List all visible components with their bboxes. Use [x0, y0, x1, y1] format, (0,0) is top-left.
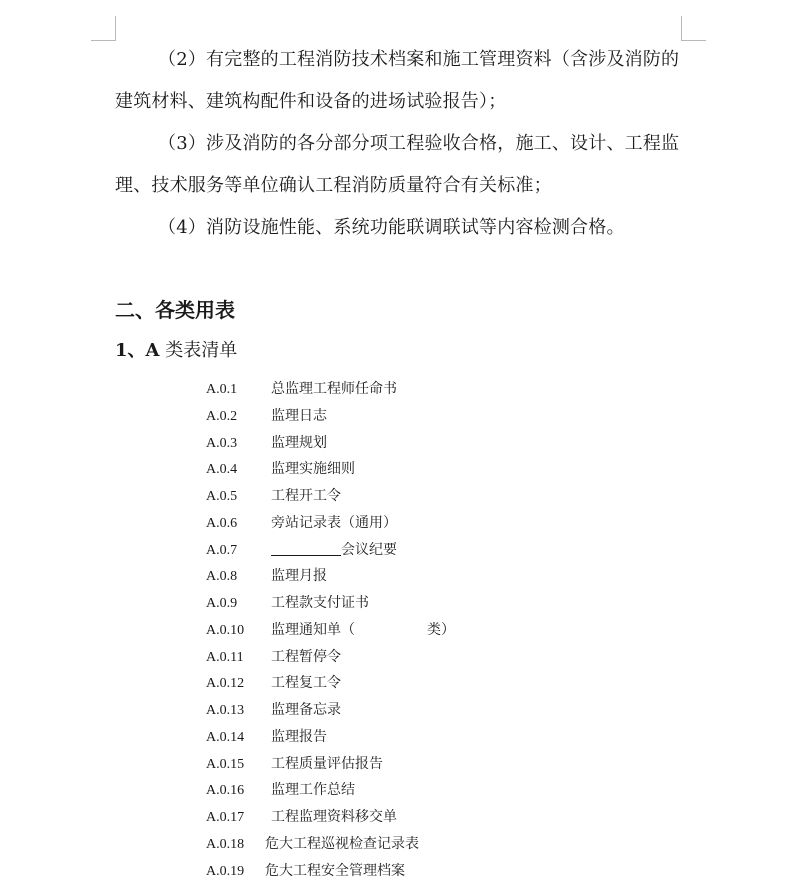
list-item — [206, 403, 455, 430]
form-title: 监理报告 — [271, 728, 327, 745]
paragraph-3-line-1: （3）涉及消防的各分部分项工程验收合格，施工、设计、工程监 — [158, 133, 680, 154]
form-title: 危大工程巡视检查记录表 — [265, 835, 419, 852]
form-code: A.0.4 — [206, 462, 238, 478]
list-item — [206, 697, 455, 724]
list-item — [206, 644, 455, 671]
form-title: 监理备忘录 — [271, 702, 341, 718]
form-code: A.0.19 — [206, 863, 245, 879]
form-code: A.0.2 — [206, 408, 238, 424]
list-item — [206, 510, 455, 537]
paragraph-2-line-2: 建筑材料、建筑构配件和设备的进场试验报告）； — [115, 91, 507, 112]
form-code: A.0.10 — [206, 622, 245, 638]
list-item — [206, 483, 455, 510]
form-code: A.0.16 — [206, 783, 245, 799]
list-item — [206, 751, 455, 778]
paragraph-2-line-1: （2）有完整的工程消防技术档案和施工管理资料（含涉及消防的 — [158, 49, 680, 70]
list-item — [206, 724, 455, 751]
form-code: A.0.17 — [206, 810, 245, 825]
paragraph-3-line-2: 理、技术服务等单位确认工程消防质量符合有关标准； — [115, 175, 552, 196]
list-item — [206, 831, 455, 858]
form-code: A.0.5 — [206, 489, 238, 504]
form-title: 监理日志 — [271, 407, 327, 424]
form-title-suffix: 类） — [427, 621, 455, 638]
form-title: 工程暂停令 — [271, 648, 341, 665]
section-heading: 二、各类用表 — [115, 298, 235, 322]
list-item — [206, 537, 455, 564]
form-code: A.0.13 — [206, 703, 245, 718]
form-title: 工程开工令 — [271, 488, 341, 504]
form-title: 监理实施细则 — [271, 461, 355, 478]
form-list — [206, 376, 455, 884]
form-title — [271, 622, 455, 638]
form-title-suffix: 会议纪要 — [341, 541, 397, 558]
list-item — [206, 376, 455, 403]
form-title — [271, 542, 397, 558]
list-item — [206, 590, 455, 617]
form-code: A.0.9 — [206, 596, 238, 611]
list-item — [206, 858, 455, 885]
form-code: A.0.1 — [206, 382, 238, 397]
form-code: A.0.18 — [206, 836, 245, 852]
form-code: A.0.12 — [206, 676, 245, 692]
subsection-heading — [115, 336, 237, 366]
form-title: 监理工作总结 — [271, 782, 355, 799]
form-title: 监理规划 — [271, 434, 327, 451]
subsection-number: 1、A — [115, 340, 160, 361]
form-code: A.0.6 — [206, 515, 238, 531]
list-item — [206, 804, 455, 831]
form-code: A.0.11 — [206, 649, 244, 665]
form-code: A.0.3 — [206, 435, 238, 451]
list-item — [206, 430, 455, 457]
list-item — [206, 456, 455, 483]
form-code: A.0.8 — [206, 569, 238, 585]
form-title: 工程复工令 — [271, 675, 341, 692]
form-code: A.0.7 — [206, 542, 238, 558]
list-item — [206, 563, 455, 590]
form-code: A.0.14 — [206, 729, 245, 745]
page-corner-mark-left — [91, 16, 116, 41]
paragraph-4-line-1: （4）消防设施性能、系统功能联调联试等内容检测合格。 — [158, 217, 625, 238]
page-corner-mark-right — [681, 16, 706, 41]
list-item — [206, 777, 455, 804]
form-title: 危大工程安全管理档案 — [265, 862, 405, 879]
form-title: 总监理工程师任命书 — [271, 381, 397, 397]
blank-underline — [271, 539, 341, 556]
form-title: 工程质量评估报告 — [271, 755, 383, 772]
form-title-prefix: 监理通知单（ — [271, 621, 355, 638]
subsection-title: 类表清单 — [159, 340, 238, 361]
form-title: 旁站记录表（通用） — [271, 514, 397, 531]
form-code: A.0.15 — [206, 756, 245, 772]
form-title: 工程款支付证书 — [271, 595, 369, 611]
list-item — [206, 670, 455, 697]
form-title: 工程监理资料移交单 — [271, 809, 397, 825]
list-item — [206, 617, 455, 644]
form-title: 监理月报 — [271, 568, 327, 585]
